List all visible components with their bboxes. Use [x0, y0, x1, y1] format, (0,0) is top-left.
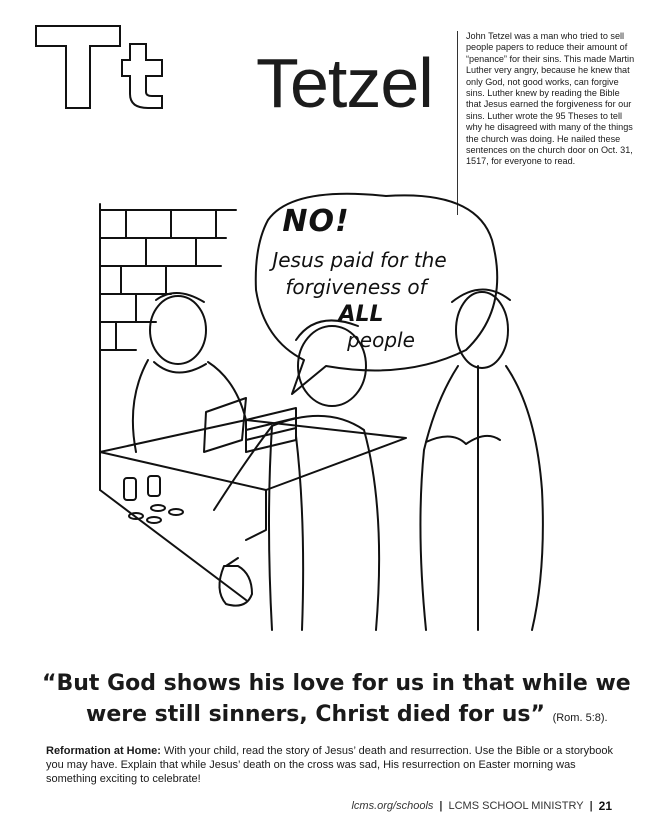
bubble-line-1: Jesus paid for the [272, 248, 447, 272]
bubble-line-2: forgiveness of [285, 275, 427, 299]
footer-site-link[interactable]: lcms.org/schools [351, 800, 434, 812]
coloring-illustration [96, 190, 554, 642]
page-footer [351, 799, 612, 813]
reformation-at-home [46, 744, 621, 786]
footer-ministry: LCMS SCHOOL MINISTRY [448, 800, 584, 812]
verse-reference: (Rom. 5:8). [552, 712, 608, 724]
verse-line-2-wrap [42, 699, 632, 734]
bible-verse [42, 668, 632, 734]
bubble-no-text: NO! [282, 204, 350, 239]
page-number: 21 [598, 799, 612, 813]
story-paragraph: John Tetzel was a man who tried to sell people papers to reduce their amount of “penance” for their sins. This made Martin Luther very angry, because he knew that only God, not good works, can forgive sins. Luther knew by reading the Bible that Jesus earned the forgiveness for our sins. Luther wrote the 95 Theses to tell why he disagreed with many of the things the church was doing. He nailed these sentences on the church door on Oct. 31, 1517, for everyone to read. [457, 31, 635, 215]
footer-separator-2: | [589, 800, 593, 812]
footer-separator-1: | [439, 800, 443, 812]
verse-line-2: were still sinners, Christ died for us” [86, 702, 545, 727]
bubble-line-3: ALL [338, 302, 384, 327]
outlined-letters-tt [30, 22, 170, 112]
page-title: Tetzel [256, 44, 433, 122]
home-text: With your child, read the story of Jesus’ death and resurrection. Use the Bible or a storybook you may have. Explain that while Jesus’ death on the cross was sad, His resurrection on Easter morning was something exciting to celebrate! [46, 745, 613, 785]
verse-line-1: “But God shows his love for us in that while we [42, 671, 631, 696]
bubble-line-4: people [347, 328, 415, 352]
home-label: Reformation at Home: [46, 745, 161, 757]
